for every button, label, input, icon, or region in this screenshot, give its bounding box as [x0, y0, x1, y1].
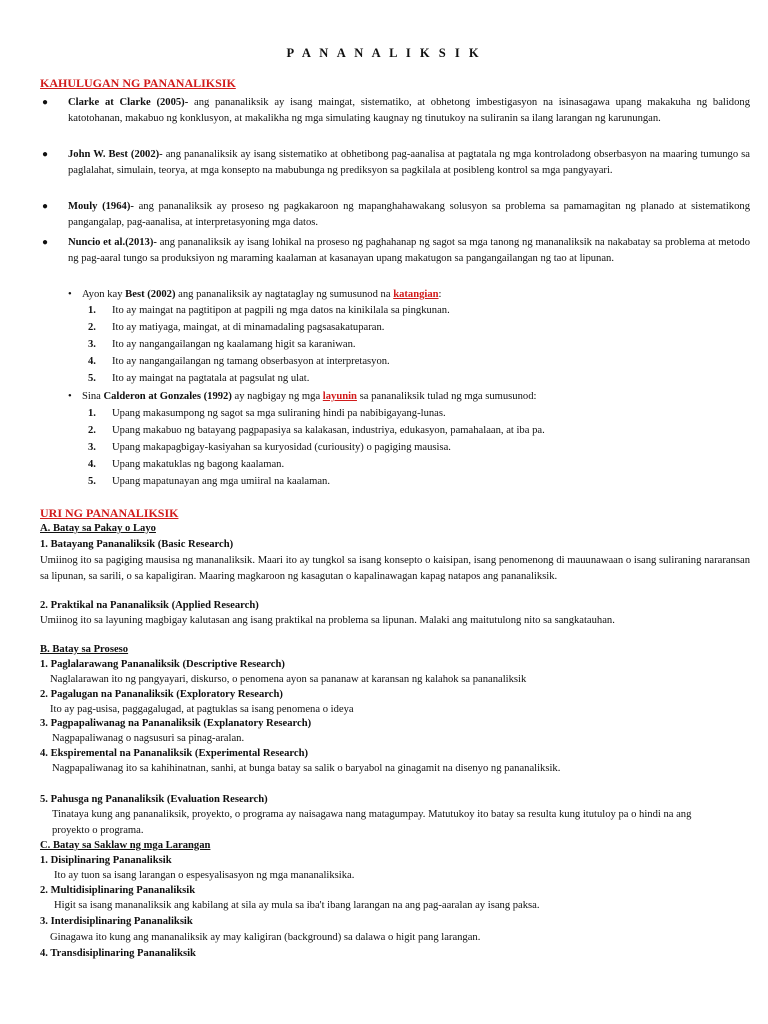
- definition-text: ang pananaliksik ay isang sistematiko at obhetibong pag-aanalisa at pagtatala ng mga kontroladong obserbasyon na maaring tumungo sa paglalahat, simulain, teorya, at mga konsepto na mabubunga ng prediksyon sa pagkilala at posibleng kontrol sa mga pangyayari.: [68, 149, 750, 176]
- type-title: [40, 914, 750, 930]
- bullet-icon: ●: [42, 149, 49, 160]
- type-title-text: 4. Ekspiremental na Pananaliksik (Experimental Research): [40, 748, 308, 759]
- type-title-text: 2. Pagalugan na Pananaliksik (Exploratory Research): [40, 689, 283, 700]
- type-description: Ginagawa ito kung ang mananaliksik ay may kaligiran (background) sa dalawa o higit pang larangan.: [50, 932, 481, 943]
- bullet-icon: ●: [42, 97, 49, 108]
- type-title: [40, 946, 750, 962]
- type-description: Higit sa isang mananaliksik ang kabilang at sila ay mula sa iba't ibang larangan na ang pag-aaralan ay isang paksa.: [54, 900, 540, 911]
- best-pre: Ayon kay: [82, 289, 126, 300]
- list-item: 2. Upang makabuo ng batayang pagpapasiya sa kalakasan, industriya, edukasyon, pamahalaan, at iba pa.: [88, 425, 545, 436]
- calderon-author: Calderon at Gonzales (1992): [103, 391, 232, 402]
- definition-author: John W. Best (2002)-: [68, 149, 163, 160]
- subheading-a: A. Batay sa Pakay o Layo: [40, 523, 156, 534]
- section-heading-uri: URI NG PANANALIKSIK: [40, 506, 179, 520]
- list-item-text: Upang makasumpong ng sagot sa mga suliraning hindi pa nabibigayang-lunas.: [112, 408, 446, 419]
- type-title: [40, 853, 750, 869]
- list-item: 1. Upang makasumpong ng sagot sa mga suliraning hindi pa nabibigayang-lunas.: [88, 408, 446, 419]
- list-item-text: Ito ay maingat na pagtatala at pagsulat ng ulat.: [112, 373, 310, 384]
- list-item: 5. Ito ay maingat na pagtatala at pagsulat ng ulat.: [88, 373, 310, 384]
- subheading-c: C. Batay sa Saklaw ng mga Larangan: [40, 840, 211, 851]
- list-item: 4. Upang makatuklas ng bagong kaalaman.: [88, 459, 285, 470]
- definition-author: Clarke at Clarke (2005)-: [68, 97, 189, 108]
- bullet-icon: ●: [42, 237, 49, 248]
- type-title: [40, 792, 750, 808]
- type-description: Tinataya kung ang pananaliksik, proyekto, o programa ay naisagawa nang matagumpay. Matutukoy ito batay sa resulta kung itutuloy pa o hindi na ang proyekto o programa.: [52, 809, 692, 836]
- type-title: [40, 537, 750, 553]
- page-title: P A N A N A L I K S I K: [286, 46, 482, 60]
- calderon-post: sa pananaliksik tulad ng mga sumusunod:: [356, 391, 537, 402]
- type-title: [40, 657, 750, 673]
- definition-item: [40, 147, 750, 178]
- list-item: 3. Ito ay nangangailangan ng kaalamang higit sa karaniwan.: [88, 339, 356, 350]
- type-title-text: 1. Batayang Pananaliksik (Basic Research): [40, 539, 234, 550]
- bullet-icon: ●: [42, 201, 49, 212]
- definition-author: Nuncio et al.(2013)-: [68, 237, 157, 248]
- keyword-layunin: layunin: [322, 391, 357, 402]
- definition-item: [40, 199, 750, 230]
- definition-text: ang pananaliksik ay isang lohikal na proseso ng paghahanap ng sagot sa mga tanong ng mananaliksik na nakabatay sa problema at metodo ng pag-aaral tungo sa produksiyon ng maraming kaalaman at kasanayan upang makatugon sa pangangailangan ng tao at lipunan.: [68, 237, 750, 264]
- type-description: Naglalarawan ito ng pangyayari, diskurso, o penomena ayon sa pananaw at karansan ng kalahok sa pananaliksik: [50, 674, 527, 685]
- calderon-mid: ay nagbigay ng mga: [231, 391, 323, 402]
- best-intro: [68, 287, 748, 303]
- type-description: Ito ay tuon sa isang larangan o espesyalisasyon ng mga mananaliksika.: [54, 870, 355, 881]
- section-heading-kahulugan: KAHULUGAN NG PANANALIKSIK: [40, 76, 236, 90]
- best-author: Best (2002): [125, 289, 176, 300]
- type-title: [40, 598, 750, 614]
- list-item-text: Upang mapatunayan ang mga umiiral na kaalaman.: [112, 476, 330, 487]
- type-title: [40, 746, 750, 762]
- type-description: Umiinog ito sa pagiging mausisa ng mananaliksik. Maari ito ay tungkol sa isang konsepto o kaisipan, isang penomenong di mauunawaan o isang suliraning nararansan sa lipunan, sa sarili, o sa kapaligiran. Maaring magkaroon ng kasagutan o kapalinawagan kapag natapos ang pananaliksik.: [40, 555, 750, 582]
- keyword-katangian: katangian: [393, 289, 439, 300]
- list-item-text: Upang makatuklas ng bagong kaalaman.: [112, 459, 285, 470]
- subheading-b: B. Batay sa Proseso: [40, 644, 129, 655]
- list-item-text: Upang makabuo ng batayang pagpapasiya sa kalakasan, industriya, edukasyon, pamahalaan, at iba pa.: [112, 425, 545, 436]
- type-description: Umiinog ito sa layuning magbigay kalutasan ang isang praktikal na problema sa lipunan. Malaki ang maitutulong nito sa sangkatauhan.: [40, 615, 615, 626]
- list-item-text: Ito ay maingat na pagtitipon at pagpili ng mga datos na kinikilala sa pingkunan.: [112, 305, 450, 316]
- list-item-text: Ito ay matiyaga, maingat, at di minamadaling pagsasakatuparan.: [112, 322, 385, 333]
- type-title-text: 5. Pahusga ng Pananaliksik (Evaluation Research): [40, 794, 268, 805]
- type-title-text: 3. Interdisiplinaring Pananaliksik: [40, 916, 193, 927]
- list-item: 4. Ito ay nangangailangan ng tamang obserbasyon at interpretasyon.: [88, 356, 390, 367]
- list-item: 1. Ito ay maingat na pagtitipon at pagpili ng mga datos na kinikilala sa pingkunan.: [88, 305, 450, 316]
- type-title: [40, 687, 750, 703]
- type-title: [40, 883, 750, 899]
- small-bullet-icon: •: [68, 289, 72, 300]
- list-item: 2. Ito ay matiyaga, maingat, at di minamadaling pagsasakatuparan.: [88, 322, 385, 333]
- list-item: 3. Upang makapagbigay-kasiyahan sa kuryosidad (curiousity) o pagiging mausisa.: [88, 442, 451, 453]
- best-mid: ang pananaliksik ay nagtataglay ng sumusunod na: [175, 289, 394, 300]
- type-title-text: 1. Disiplinaring Pananaliksik: [40, 855, 172, 866]
- calderon-pre: Sina: [82, 391, 104, 402]
- type-title-text: 2. Praktikal na Pananaliksik (Applied Research): [40, 600, 259, 611]
- definition-text: ang pananaliksik ay proseso ng pagkakaroon ng mapanghahawakang solusyon sa problema sa pamamagitan ng planado at sistematikong pangangalap, pag-aanalisa, at interpretasyoning mga datos.: [68, 201, 750, 228]
- type-title-text: 4. Transdisiplinaring Pananaliksik: [40, 948, 196, 959]
- definition-text: ang pananaliksik ay isang maingat, sistematiko, at obhetong imbestigasyon na isinasagawa upang makakuha ng balidong katotohanan, makabuo ng konklusyon, at makalikha ng mga simulating kaugnay ng tinutukoy na suliranin sa ilang larangan ng karunungan.: [68, 97, 750, 124]
- list-item-text: Ito ay nangangailangan ng tamang obserbasyon at interpretasyon.: [112, 356, 390, 367]
- definition-item: [40, 95, 750, 126]
- list-item-text: Ito ay nangangailangan ng kaalamang higit sa karaniwan.: [112, 339, 356, 350]
- small-bullet-icon: •: [68, 391, 72, 402]
- list-item-text: Upang makapagbigay-kasiyahan sa kuryosidad (curiousity) o pagiging mausisa.: [112, 442, 451, 453]
- type-title-text: 2. Multidisiplinaring Pananaliksik: [40, 885, 196, 896]
- type-description: Nagpapaliwanag ito sa kahihinatnan, sanhi, at bunga batay sa salik o baryabol na ginagamit na disenyo ng pananaliksik.: [52, 763, 561, 774]
- type-title: [40, 716, 750, 732]
- definition-author: Mouly (1964)-: [68, 201, 134, 212]
- definition-item: [40, 235, 750, 266]
- type-title-text: 1. Paglalarawang Pananaliksik (Descriptive Research): [40, 659, 285, 670]
- type-description: Nagpapaliwanag o nagsusuri sa pinag-aralan.: [52, 733, 245, 744]
- type-title-text: 3. Pagpapaliwanag na Pananaliksik (Explanatory Research): [40, 718, 312, 729]
- type-description: Ito ay pag-usisa, paggagalugad, at pagtuklas sa isang penomena o ideya: [50, 704, 354, 715]
- list-item: 5. Upang mapatunayan ang mga umiiral na kaalaman.: [88, 476, 330, 487]
- best-post: :: [438, 289, 442, 300]
- calderon-intro: [68, 389, 748, 405]
